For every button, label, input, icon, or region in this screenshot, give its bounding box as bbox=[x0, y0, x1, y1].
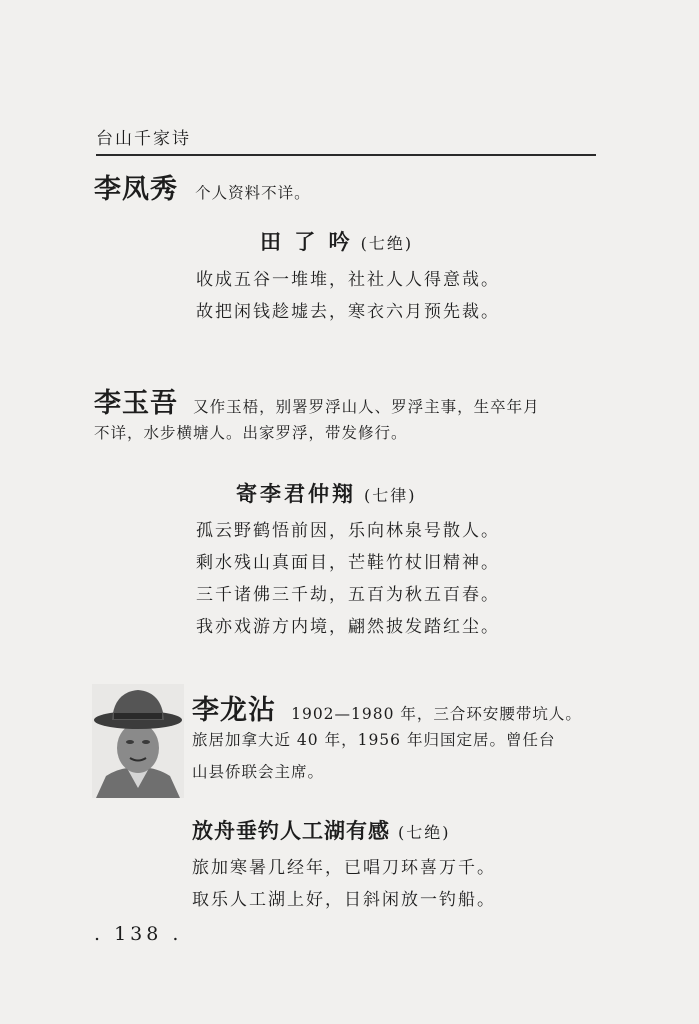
poem-line: 孤云野鹤悟前因，乐向林泉号散人。 bbox=[196, 521, 500, 541]
entry-header bbox=[94, 381, 540, 420]
poem-title-line bbox=[260, 226, 413, 256]
poet-name: 李玉吾 bbox=[94, 388, 178, 419]
poet-bio-cont: 旅居加拿大近 40 年，1956 年归国定居。曾任台 bbox=[192, 731, 556, 749]
poem-title-line bbox=[236, 478, 417, 508]
poem-title-line bbox=[192, 815, 451, 845]
poem-title: 放舟垂钓人工湖有感 bbox=[192, 819, 390, 843]
poem-line: 旅加寒暑几经年，已唱刀环喜万千。 bbox=[192, 858, 496, 878]
poem-line: 三千诸佛三千劫，五百为秋五百春。 bbox=[196, 585, 500, 605]
poet-bio: 个人资料不详。 bbox=[195, 184, 311, 202]
poem-form: (七绝) bbox=[398, 823, 451, 842]
header-rule bbox=[96, 154, 596, 156]
poem-form: (七律) bbox=[364, 486, 417, 505]
running-header: 台山千家诗 bbox=[96, 129, 191, 149]
poem-line: 收成五谷一堆堆，社社人人得意哉。 bbox=[196, 270, 500, 290]
poem-line: 我亦戏游方内境，翩然披发踏红尘。 bbox=[196, 617, 500, 637]
poet-name: 李凤秀 bbox=[94, 174, 178, 205]
poem-title: 田 了 吟 bbox=[260, 230, 353, 254]
poet-portrait bbox=[92, 684, 184, 798]
poet-bio: 又作玉梧，别署罗浮山人、罗浮主事，生卒年月 bbox=[193, 398, 540, 416]
poet-bio: 1902—1980 年，三合环安腰带坑人。 bbox=[291, 705, 582, 723]
poem-line: 取乐人工湖上好，日斜闲放一钓船。 bbox=[192, 890, 496, 910]
entry-header bbox=[94, 167, 311, 206]
poem-line: 故把闲钱趁墟去，寒衣六月预先裁。 bbox=[196, 302, 500, 322]
poem-title: 寄李君仲翔 bbox=[236, 482, 356, 506]
poet-bio-cont: 山县侨联会主席。 bbox=[192, 763, 325, 781]
page-number: . 138 . bbox=[94, 923, 183, 945]
entry-header bbox=[192, 688, 582, 727]
poet-bio-cont: 不详，水步横塘人。出家罗浮，带发修行。 bbox=[94, 424, 408, 442]
poet-name: 李龙沾 bbox=[192, 695, 276, 726]
poem-line: 剩水残山真面目，芒鞋竹杖旧精神。 bbox=[196, 553, 500, 573]
poem-form: (七绝) bbox=[360, 234, 414, 253]
